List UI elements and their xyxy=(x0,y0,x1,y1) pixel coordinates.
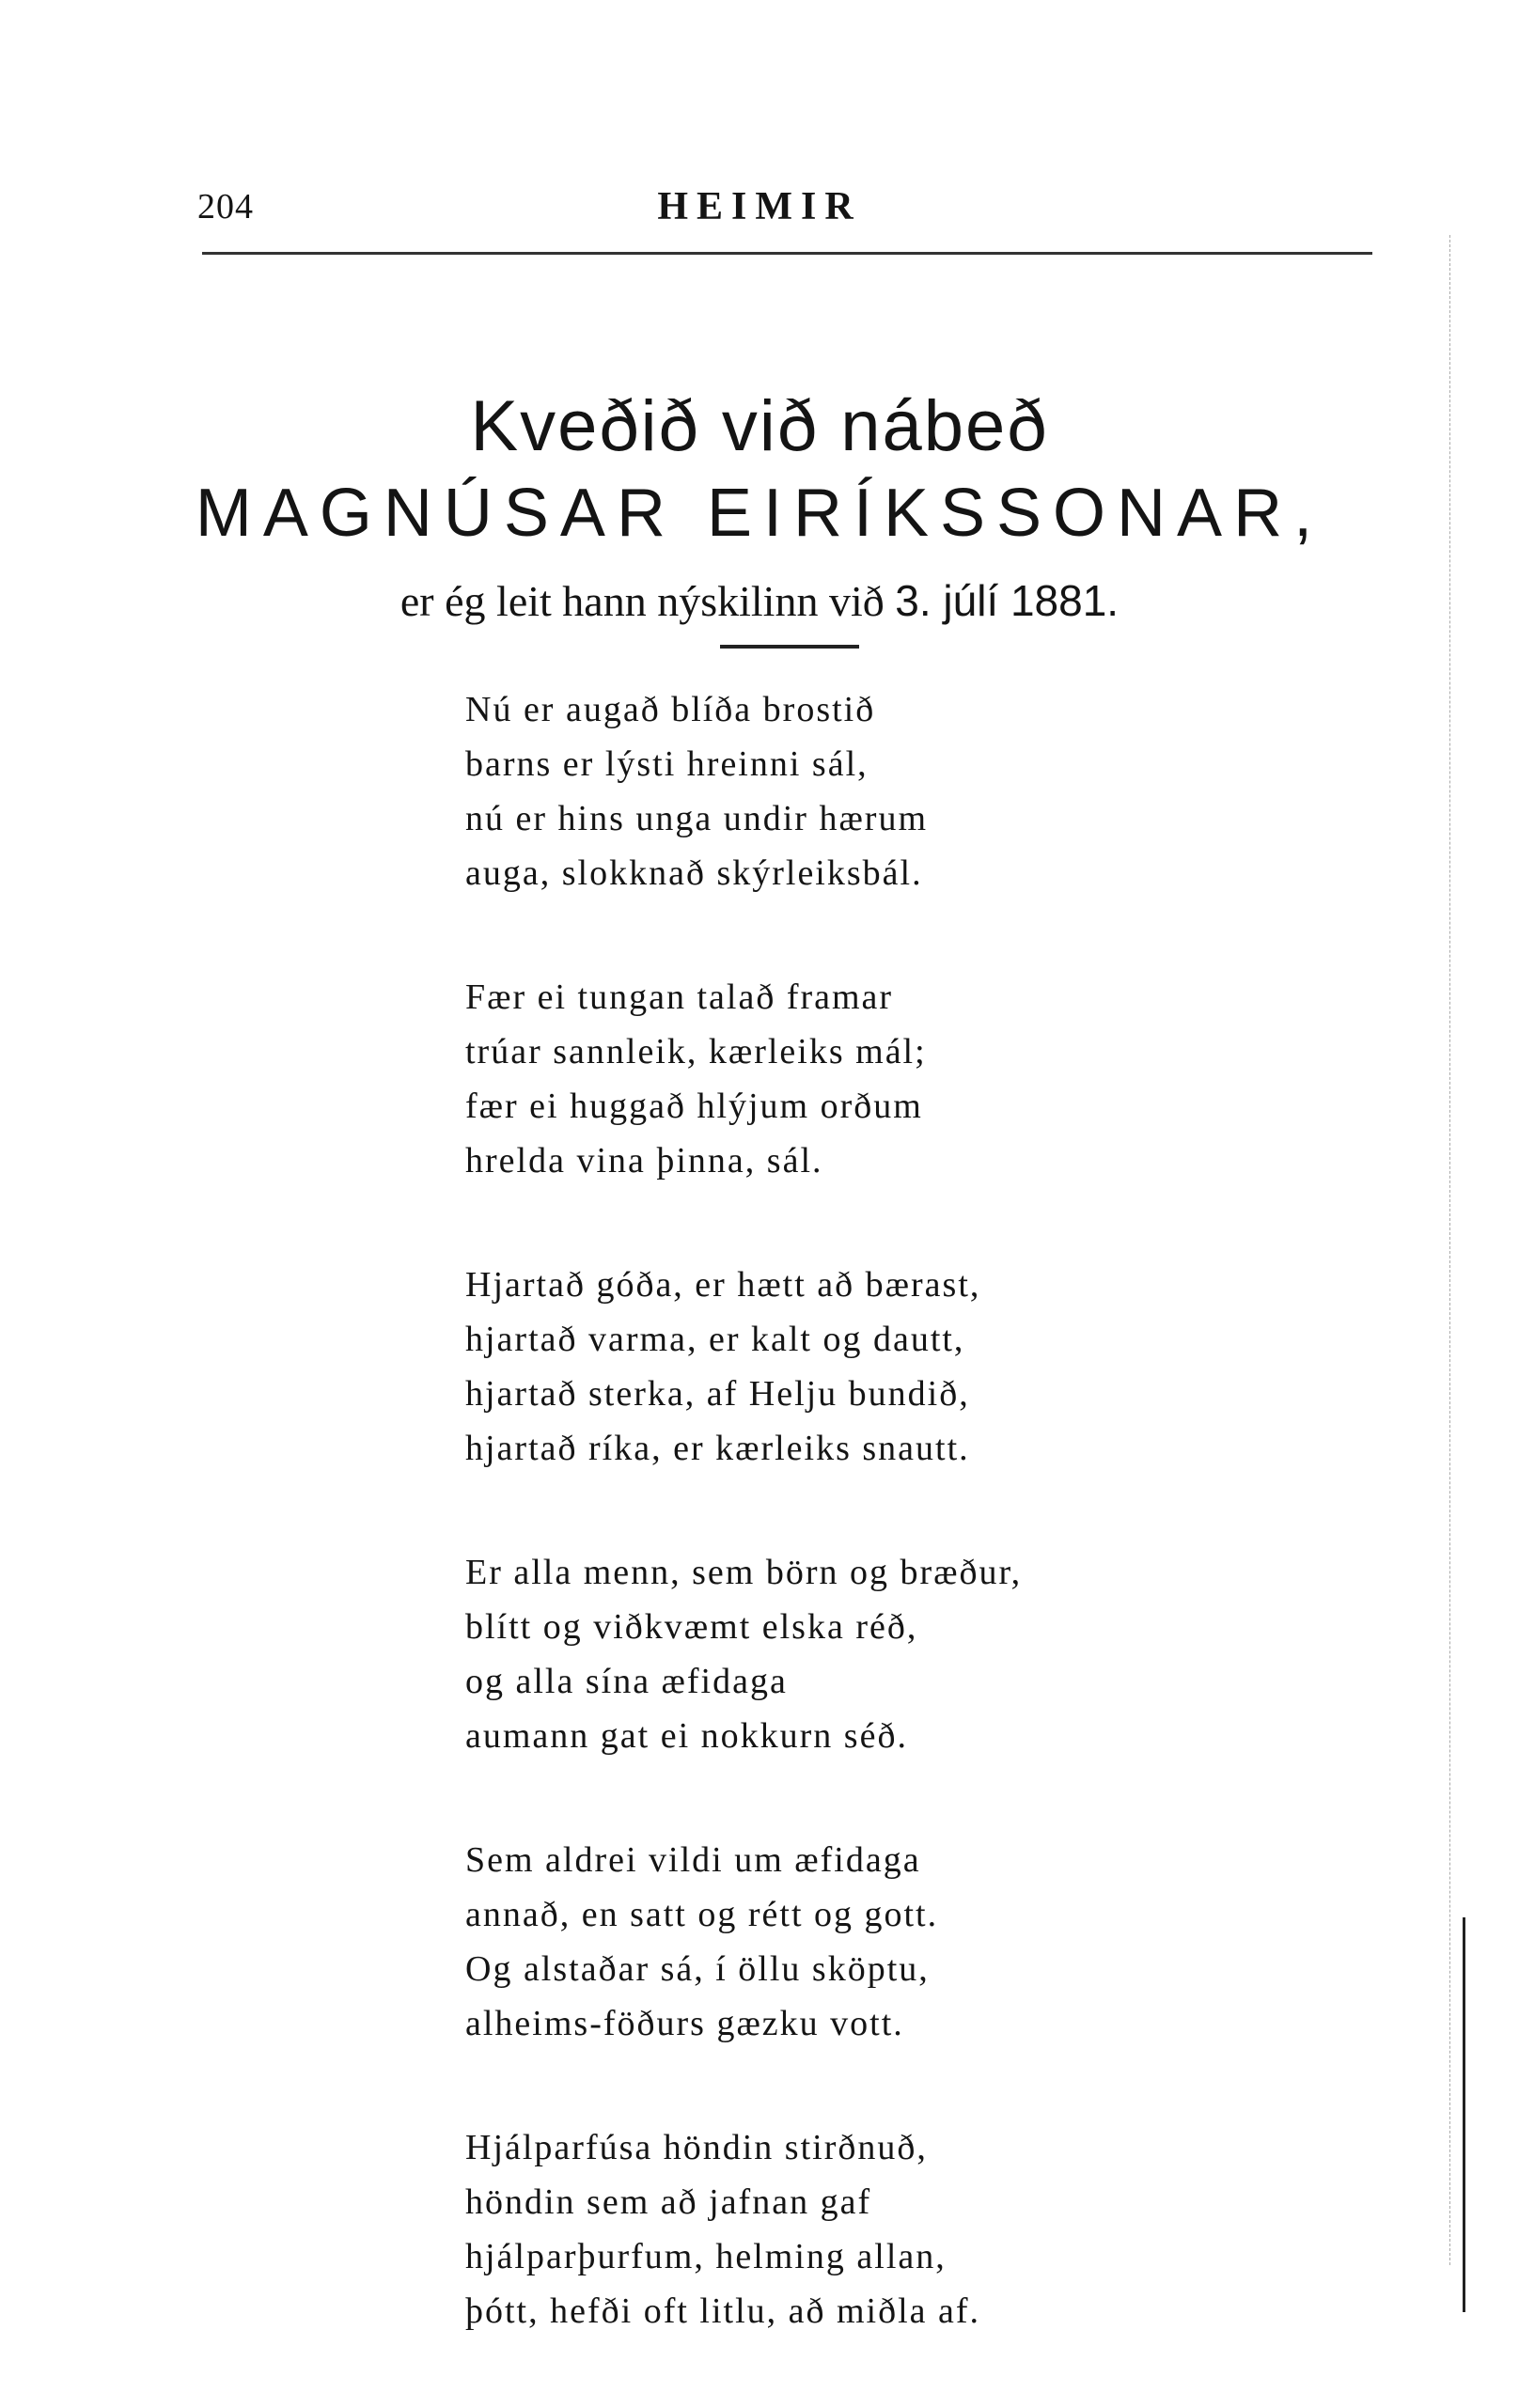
poem-body xyxy=(465,682,1405,2408)
verse-line: barns er lýsti hreinni sál, xyxy=(465,744,869,784)
verse-line: hjartað sterka, af Helju bundið, xyxy=(465,1374,970,1414)
verse-line: hjartað varma, er kalt og dautt, xyxy=(465,1320,965,1359)
page-number: 204 xyxy=(197,187,254,227)
verse-line: höndin sem að jafnan gaf xyxy=(465,2182,872,2222)
poem-subtitle-text: er ég leit hann nýskilinn við xyxy=(399,577,896,625)
stanza xyxy=(465,1833,1405,2051)
verse-line: Nú er augað blíða brostið xyxy=(465,690,876,729)
verse-line: annað, en satt og rétt og gott. xyxy=(465,1895,939,1934)
verse-line: og alla sína æfidaga xyxy=(465,1662,788,1701)
poem-subtitle xyxy=(0,575,1519,626)
title-rule xyxy=(720,645,859,649)
verse-line: Sem aldrei vildi um æfidaga xyxy=(465,1840,921,1880)
poem-subject-name: MAGNÚSAR EIRÍKSSONAR, xyxy=(195,476,1324,551)
verse-line: Fær ei tungan talað framar xyxy=(465,977,894,1017)
poem-subtitle-date: 3. júlí 1881. xyxy=(895,576,1120,625)
running-title: HEIMIR xyxy=(657,185,862,228)
verse-line: fær ei huggað hlýjum orðum xyxy=(465,1087,923,1126)
stanza xyxy=(465,1545,1405,1763)
stanza xyxy=(465,682,1405,900)
verse-line: alheims-föðurs gæzku vott. xyxy=(465,2004,904,2043)
verse-line: hjálparþurfum, helming allan, xyxy=(465,2237,947,2276)
verse-line: þótt, hefði oft litlu, að miðla af. xyxy=(465,2291,981,2331)
verse-line: Og alstaðar sá, í öllu sköptu, xyxy=(465,1949,930,1989)
verse-line: hrelda vina þinna, sál. xyxy=(465,1141,823,1181)
verse-line: trúar sannleik, kærleiks mál; xyxy=(465,1032,927,1071)
verse-line: blítt og viðkvæmt elska réð, xyxy=(465,1607,918,1647)
verse-line: Hjálparfúsa höndin stirðnuð, xyxy=(465,2128,928,2167)
verse-line: aumann gat ei nokkurn séð. xyxy=(465,1716,908,1756)
stanza xyxy=(465,1258,1405,1476)
verse-line: Er alla menn, sem börn og bræður, xyxy=(465,1553,1023,1592)
stanza xyxy=(465,970,1405,1188)
poem-title: Kveðið við nábeð xyxy=(470,386,1049,466)
margin-rule-lower xyxy=(1463,1917,1465,2312)
verse-line: Hjartað góða, er hætt að bærast, xyxy=(465,1265,981,1305)
header-rule xyxy=(202,252,1372,255)
stanza xyxy=(465,2120,1405,2338)
verse-line: nú er hins unga undir hærum xyxy=(465,799,929,838)
verse-line: auga, slokknað skýrleiksbál. xyxy=(465,853,923,893)
verse-line: hjartað ríka, er kærleiks snautt. xyxy=(465,1429,970,1468)
